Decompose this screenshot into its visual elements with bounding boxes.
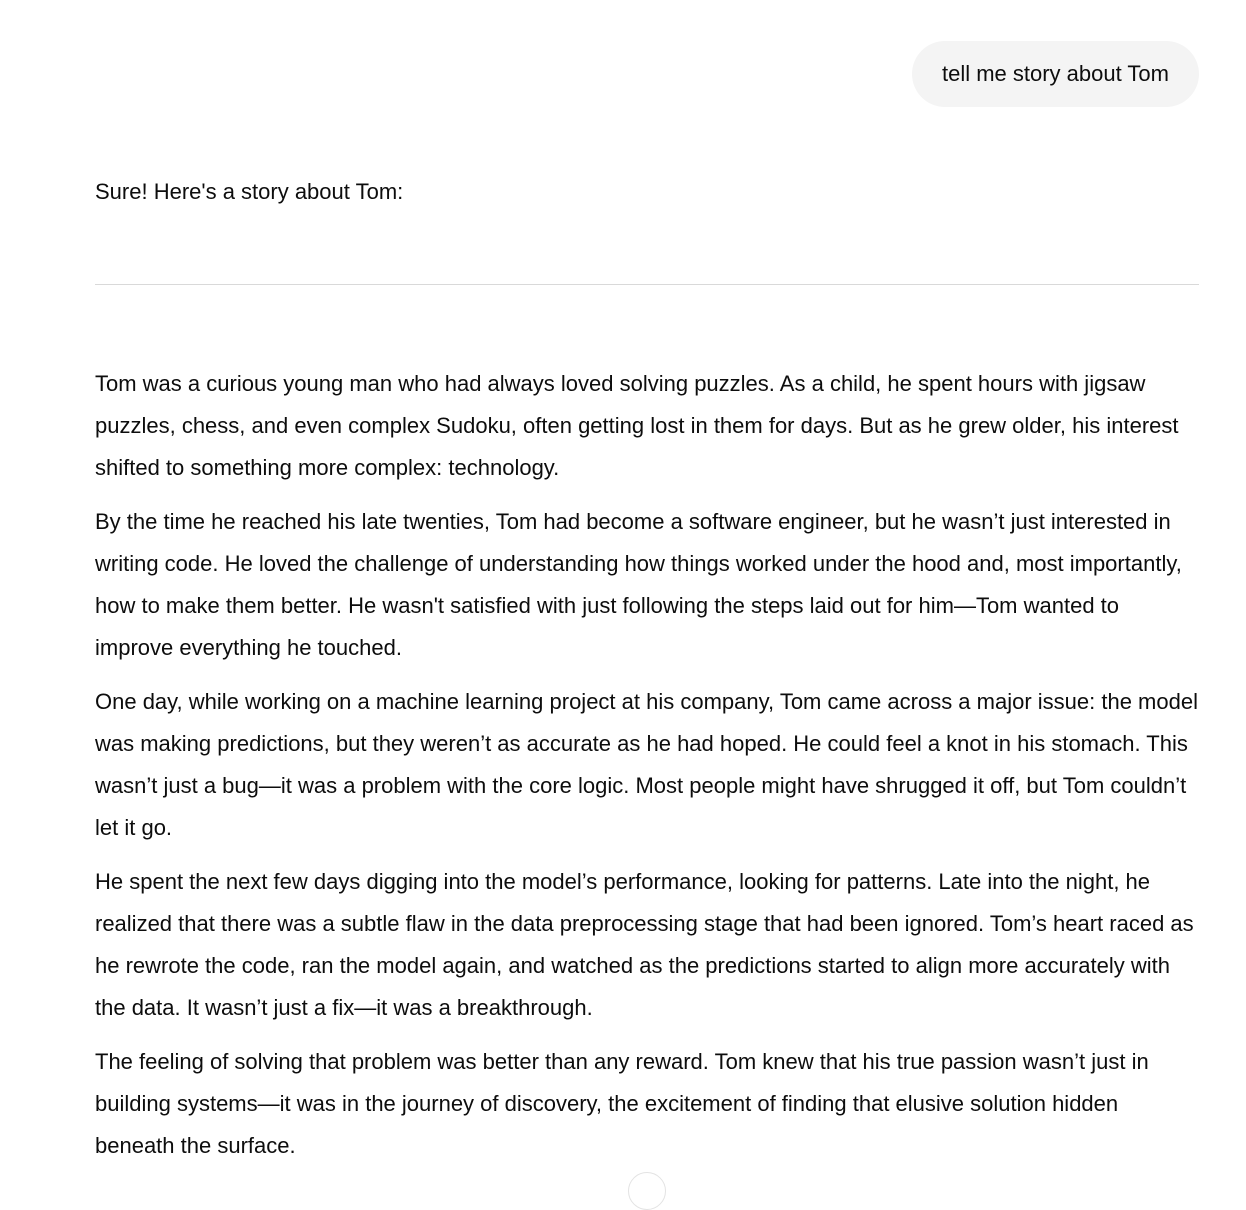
horizontal-divider: [95, 284, 1199, 285]
assistant-message: [95, 176, 1199, 1179]
story-paragraph: By the time he reached his late twenties, Tom had become a software engineer, but he wasn’t just interested in writing code. He loved the challenge of understanding how things worked under the hood and, most importantly, how to make them better. He wasn't satisfied with just following the steps laid out for him—Tom wanted to improve everything he touched.: [95, 509, 1182, 660]
user-message-row: [912, 41, 1199, 107]
story-paragraph: He spent the next few days digging into the model’s performance, looking for patterns. Late into the night, he realized that there was a subtle flaw in the data preprocessing stage that had been ignored. Tom’s heart raced as he rewrote the code, ran the model again, and watched as the predictions started to align more accurately with the data. It wasn’t just a fix—it was a breakthrough.: [95, 869, 1194, 1020]
story-paragraph: The feeling of solving that problem was better than any reward. Tom knew that his true passion wasn’t just in building systems—it was in the journey of discovery, the excitement of finding that elusive solution hidden beneath the surface.: [95, 1049, 1149, 1158]
user-message-bubble: tell me story about Tom: [912, 41, 1199, 107]
story-paragraph: Tom was a curious young man who had always loved solving puzzles. As a child, he spent hours with jigsaw puzzles, chess, and even complex Sudoku, often getting lost in them for days. But as he grew older, his interest shifted to something more complex: technology.: [95, 371, 1179, 480]
assistant-intro-text: Sure! Here's a story about Tom:: [95, 179, 404, 204]
story-paragraph: One day, while working on a machine learning project at his company, Tom came across a major issue: the model was making predictions, but they weren’t as accurate as he had hoped. He could feel a knot in his stomach. This wasn’t just a bug—it was a problem with the core logic. Most people might have shrugged it off, but Tom couldn’t let it go.: [95, 689, 1198, 840]
story-body: [95, 363, 1199, 1167]
